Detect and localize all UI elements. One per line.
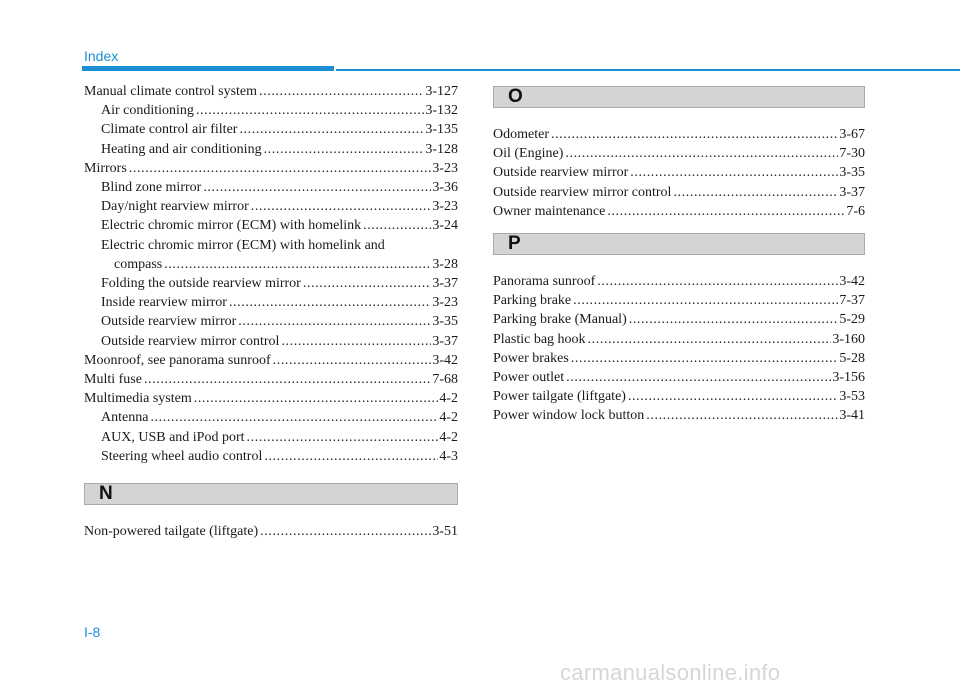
entry-page-ref: 3-28 [432,256,458,272]
dot-leader [565,144,838,163]
entry-page-ref: 3-67 [839,127,865,142]
entry-title: Power brakes [493,350,569,366]
entry-page-ref: 7-30 [839,146,865,162]
entry-title: Outside rearview mirror control [101,333,280,349]
dot-leader [144,370,431,389]
index-entry [84,216,458,235]
entry-page-ref: 3-23 [432,295,458,311]
index-entry [84,197,458,216]
dot-leader [239,120,424,139]
index-entry [493,183,865,202]
section-letter-p: P [508,233,521,255]
entry-page-ref: 3-36 [432,180,458,196]
index-entry [84,274,458,293]
dot-leader [264,447,438,466]
index-entry [493,291,865,310]
entry-page-ref: 4-2 [439,410,458,426]
dot-leader [281,332,431,351]
index-entry [84,293,458,312]
entry-page-ref: 3-37 [432,276,458,292]
entry-title: Moonroof, see panorama sunroof [84,352,271,368]
index-entry [84,332,458,351]
section-header-o [493,86,865,108]
dot-leader [260,522,431,541]
dot-leader [551,125,838,144]
index-entry: Electric chromic mirror (ECM) with homelink and [101,237,385,253]
entry-title: Parking brake (Manual) [493,312,627,328]
dot-leader [303,274,431,293]
section-letter-o: O [508,86,523,107]
entry-page-ref: 3-53 [839,389,865,405]
dot-leader [588,330,832,349]
dot-leader [673,183,838,202]
entry-title: Day/night rearview mirror [101,199,249,215]
index-entry [84,178,458,197]
index-entry [84,101,458,120]
entry-page-ref: 3-127 [425,84,458,99]
dot-leader [150,408,438,427]
entry-page-ref: 3-41 [839,408,865,424]
entry-page-ref: 3-35 [432,314,458,330]
page-number: I-8 [84,624,101,640]
entry-page-ref: 3-51 [432,524,458,540]
index-entry [493,406,865,425]
index-list-n [84,522,458,541]
entry-page-ref: 7-37 [839,293,865,309]
index-entry [84,370,458,389]
entry-title: Parking brake [493,293,572,309]
index-entry [493,202,865,221]
section-letter-n: N [99,483,113,505]
entry-page-ref: 3-135 [425,122,458,138]
header-rule-thick [82,66,334,71]
entry-title: Heating and air conditioning [101,141,262,157]
index-entry [493,163,865,182]
entry-page-ref: 5-29 [839,312,865,328]
right-column [493,82,865,426]
dot-leader [194,389,439,408]
entry-title: Outside rearview mirror [493,165,629,181]
index-list-p [493,272,865,426]
entry-title: Mirrors [84,160,127,176]
entry-page-ref: 3-156 [832,370,865,386]
dot-leader [571,349,839,368]
entry-title: AUX, USB and iPod port [101,429,245,445]
entry-title: Blind zone mirror [101,180,202,196]
dot-leader [164,255,431,274]
dot-leader [363,216,431,235]
dot-leader [573,291,838,310]
left-column [84,82,458,541]
dot-leader [264,140,425,159]
entry-title: Power tailgate (liftgate) [493,389,626,405]
entry-page-ref: 3-132 [425,103,458,119]
entry-title: Climate control air filter [101,122,238,138]
dot-leader [238,312,431,331]
index-entry [84,351,458,370]
dot-leader [607,202,845,221]
entry-page-ref: 3-128 [425,141,458,157]
entry-title: Multimedia system [84,391,192,407]
entry-title: Owner maintenance [493,203,606,219]
entry-page-ref: 3-37 [432,333,458,349]
dot-leader [628,387,838,406]
section-header-n [84,483,458,505]
entry-page-ref: 7-68 [432,372,458,388]
dot-leader [630,163,838,182]
entry-title: Inside rearview mirror [101,295,227,311]
entry-page-ref: 3-23 [432,160,458,176]
index-entry [493,387,865,406]
entry-title: Antenna [101,410,149,426]
index-entry [493,349,865,368]
index-entry [493,310,865,329]
index-entry [84,82,458,101]
entry-title: Power window lock button [493,408,645,424]
entry-title: Outside rearview mirror control [493,184,672,200]
index-entry [493,368,865,387]
header-rule-thin [336,69,960,71]
entry-title: Oil (Engine) [493,146,564,162]
entry-title: Power outlet [493,370,565,386]
entry-page-ref: 7-6 [846,203,865,219]
entry-title: Folding the outside rearview mirror [101,276,301,292]
entry-page-ref: 3-42 [432,352,458,368]
index-entry [84,389,458,408]
dot-leader [129,159,432,178]
entry-title: Non-powered tailgate (liftgate) [84,524,259,540]
index-entry [84,408,458,427]
dot-leader [597,272,838,291]
entry-title: Outside rearview mirror [101,314,237,330]
index-list-m [84,82,458,466]
dot-leader [629,310,839,329]
dot-leader [566,368,831,387]
section-header-p [493,233,865,255]
entry-title: Air conditioning [101,103,194,119]
entry-page-ref: 3-42 [839,274,865,290]
dot-leader [646,406,838,425]
entry-page-ref: 5-28 [839,350,865,366]
entry-title: Panorama sunroof [493,274,596,290]
index-entry [84,255,458,274]
entry-page-ref: 3-35 [839,165,865,181]
entry-page-ref: 4-2 [439,429,458,445]
entry-page-ref: 4-2 [439,391,458,407]
dot-leader [273,351,432,370]
index-entry [84,140,458,159]
entry-title: Steering wheel audio control [101,448,263,464]
index-entry [84,447,458,466]
index-entry [84,428,458,447]
entry-title: Electric chromic mirror (ECM) with homelink [101,218,362,234]
entry-page-ref: 3-37 [839,184,865,200]
entry-title: Manual climate control system [84,84,258,99]
dot-leader [259,82,424,101]
entry-title: Odometer [493,127,549,142]
dot-leader [229,293,431,312]
index-entry [493,330,865,349]
dot-leader [203,178,431,197]
watermark: carmanualsonline.info [560,660,781,685]
entry-title: Multi fuse [84,372,142,388]
entry-page-ref: 3-24 [432,218,458,234]
index-entry [84,120,458,139]
index-list-o [493,125,865,221]
index-entry [493,125,865,144]
entry-title: Plastic bag hook [493,331,586,347]
page-header-title: Index [84,48,119,64]
entry-title: compass [114,256,163,272]
dot-leader [251,197,432,216]
entry-page-ref: 3-23 [432,199,458,215]
dot-leader [247,428,439,447]
dot-leader [196,101,424,120]
index-entry [493,144,865,163]
index-entry [84,312,458,331]
entry-page-ref: 4-3 [439,448,458,464]
entry-page-ref: 3-160 [832,331,865,347]
index-entry [84,522,458,541]
index-entry [84,159,458,178]
index-entry [493,272,865,291]
